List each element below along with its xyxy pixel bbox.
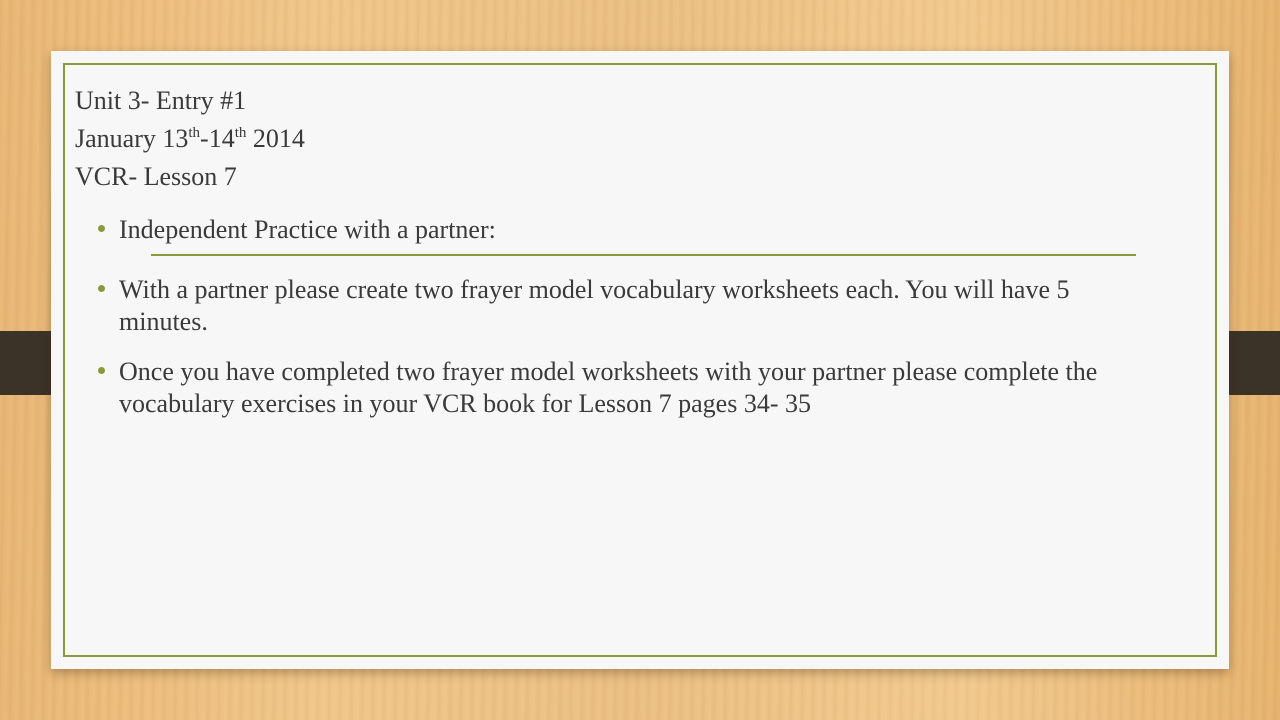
slide-header [75,82,305,196]
header-date-sup-1: th [188,125,201,141]
header-lesson: VCR- Lesson 7 [75,162,237,191]
header-unit-entry: Unit 3- Entry #1 [75,86,247,115]
bullet-dot [98,367,105,374]
header-date-middle: -14 [200,124,235,153]
bullet-dot [98,225,105,232]
bullet-text: Independent Practice with a partner: [119,215,496,244]
header-date [75,120,305,158]
bullet-text: Once you have completed two frayer model worksheets with your partner please complete the vocabulary exercises in your VCR book for Lesson 7 pages 34- 35 [119,357,1098,418]
bullet-item [98,274,1148,338]
header-date-year: 2014 [246,124,305,153]
bullet-text: With a partner please create two frayer model vocabulary worksheets each. You will have 5 minutes. [119,275,1070,336]
bullet-dot [98,285,105,292]
header-date-sup-2: th [234,125,247,141]
slide-paper [51,51,1229,669]
bullet-list [98,214,1148,420]
header-date-month: January 13 [75,124,189,153]
bullet-item [98,214,1148,246]
bullet-item [98,356,1148,420]
